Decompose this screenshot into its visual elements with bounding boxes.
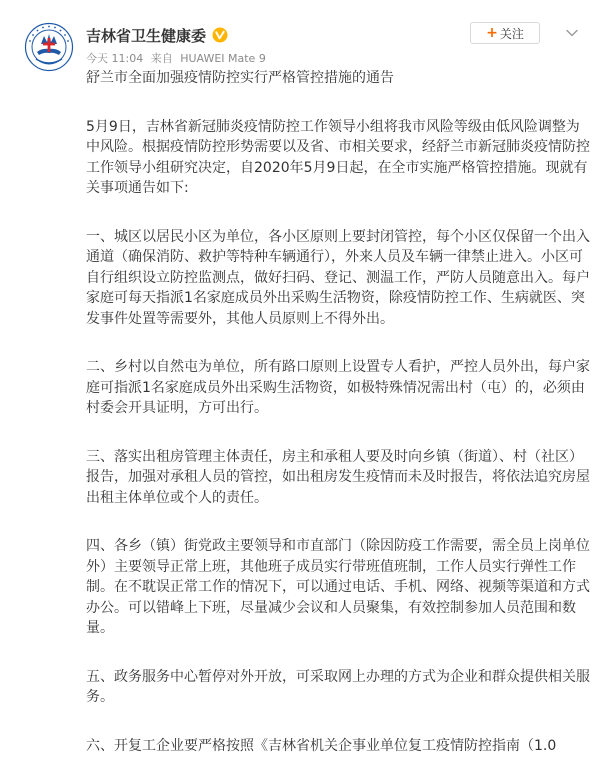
- chevron-down-icon[interactable]: [565, 26, 579, 40]
- author-header: [86, 24, 228, 46]
- post-title: 舒兰市全面加强疫情防控实行严格管控措施的通告: [86, 70, 394, 86]
- verified-badge-icon: [212, 27, 228, 43]
- post-paragraph-3: 三、落实出租房管理主体责任，房主和承租人要及时向乡镇（街道）、村（社区）报告，加强对承租人员的管控，如出租房发生疫情而未及时报告，将依法追究房屋出租主体单位或个人的责任。: [86, 448, 590, 506]
- post-paragraph-5: 五、政务服务中心暂停对外开放，可采取网上办理的方式为企业和群众提供相关服务。: [86, 668, 590, 705]
- follow-label: 关注: [499, 26, 524, 41]
- post-meta: [86, 50, 270, 66]
- post-paragraph-2: 二、乡村以自然屯为单位，所有路口原则上设置专人看护，严控人员外出，每户家庭可指派1名家庭成员外出采购生活物资，如极特殊情况需出村（屯）的，必须由村委会开具证明，方可出行。: [86, 359, 590, 416]
- plus-icon: +: [486, 25, 498, 41]
- post-paragraph-1: 一、城区以居民小区为单位，各小区原则上要封闭管控，每个小区仅保留一个出入通道（确保消防、救护等特种车辆通行），外来人员及车辆一律禁止进入。小区可自行组织设立防控监测点，做好扫码、登记、测温工作，严防人员随意出入。每户家庭可每天指派1名家庭成员外出采购生活物资，除疫情防控工作、生病就医、突发事件处置等需要外，其他人员原则上不得外出。: [86, 228, 590, 327]
- post-paragraph-6: 六、开复工企业要严格按照《吉林省机关企事业单位复工疫情防控指南（1.0: [86, 737, 557, 754]
- source-device[interactable]: HUAWEI Mate 9: [180, 52, 266, 65]
- follow-button[interactable]: [470, 22, 540, 44]
- post-content: [86, 68, 590, 778]
- source-prefix: 来自: [150, 52, 173, 65]
- post-time[interactable]: 今天 11:04: [86, 52, 144, 65]
- author-name[interactable]: 吉林省卫生健康委: [86, 26, 207, 45]
- post-paragraph-4: 四、各乡（镇）街党政主要领导和市直部门（除因防疫工作需要，需全员上岗单位外）主要领导正常上班，其他班子成员实行带班值班制，工作人员实行弹性工作制。在不耽误正常工作的情况下，可以通过电话、手机、网络、视频等渠道和方式办公。可以错峰上下班，尽量减少会议和人员聚集，有效控制参加人员范围和数量。: [86, 538, 590, 636]
- post-paragraph-intro: 5月9日，吉林省新冠肺炎疫情防控工作领导小组将我市风险等级由低风险调整为中风险。根据疫情防控形势需要以及省、市相关要求，经舒兰市新冠肺炎疫情防控工作领导小组研究决定，自2020年5月9日起，在全市实施严格管控措施。现就有关事项通告如下:: [86, 118, 590, 196]
- health-commission-logo-icon: [24, 22, 74, 72]
- avatar[interactable]: [24, 22, 74, 72]
